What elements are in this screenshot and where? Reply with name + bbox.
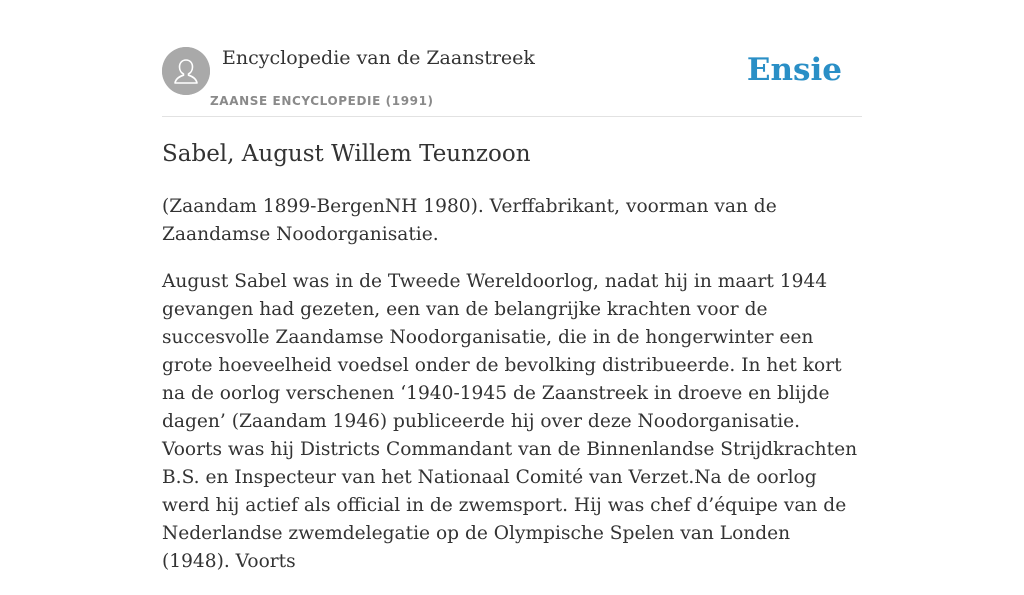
source-header	[162, 46, 862, 117]
article-intro-paragraph: (Zaandam 1899-BergenNH 1980). Verffabrikant, voorman van de Zaandamse Noodorganisatie.	[162, 196, 777, 245]
source-title-link[interactable]: Encyclopedie van de Zaanstreek	[222, 47, 535, 69]
user-icon-graphic	[162, 47, 210, 95]
article	[162, 136, 862, 595]
user-icon[interactable]	[162, 47, 210, 95]
ensie-logo-link[interactable]: Ensie	[746, 52, 842, 88]
source-subtitle: ZAANSE ENCYCLOPEDIE (1991)	[210, 94, 434, 108]
article-body-paragraph: August Sabel was in de Tweede Wereldoorlog, nadat hij in maart 1944 gevangen had gezeten, een van de belangrijke krachten voor de succesvolle Zaandamse Noodorganisatie, die in de hongerwinter een grote hoeveelheid voedsel onder de bevolking distribueerde. In het kort na de oorlog verschenen ‘1940-1945 de Zaanstreek in droeve en blijde dagen’ (Zaandam 1946) publiceerde hij over deze Noodorganisatie. Voorts was hij Districts Commandant van de Binnenlandse Strijdkrachten B.S. en Inspecteur van het Nationaal Comité van Verzet.Na de oorlog werd hij actief als official in de zwemsport. Hij was chef d’équipe van de Nederlandse zwemdelegatie op de Olympische Spelen van Londen (1948). Voorts	[162, 271, 858, 572]
article-title: Sabel, August Willem Teunzoon	[162, 141, 531, 167]
